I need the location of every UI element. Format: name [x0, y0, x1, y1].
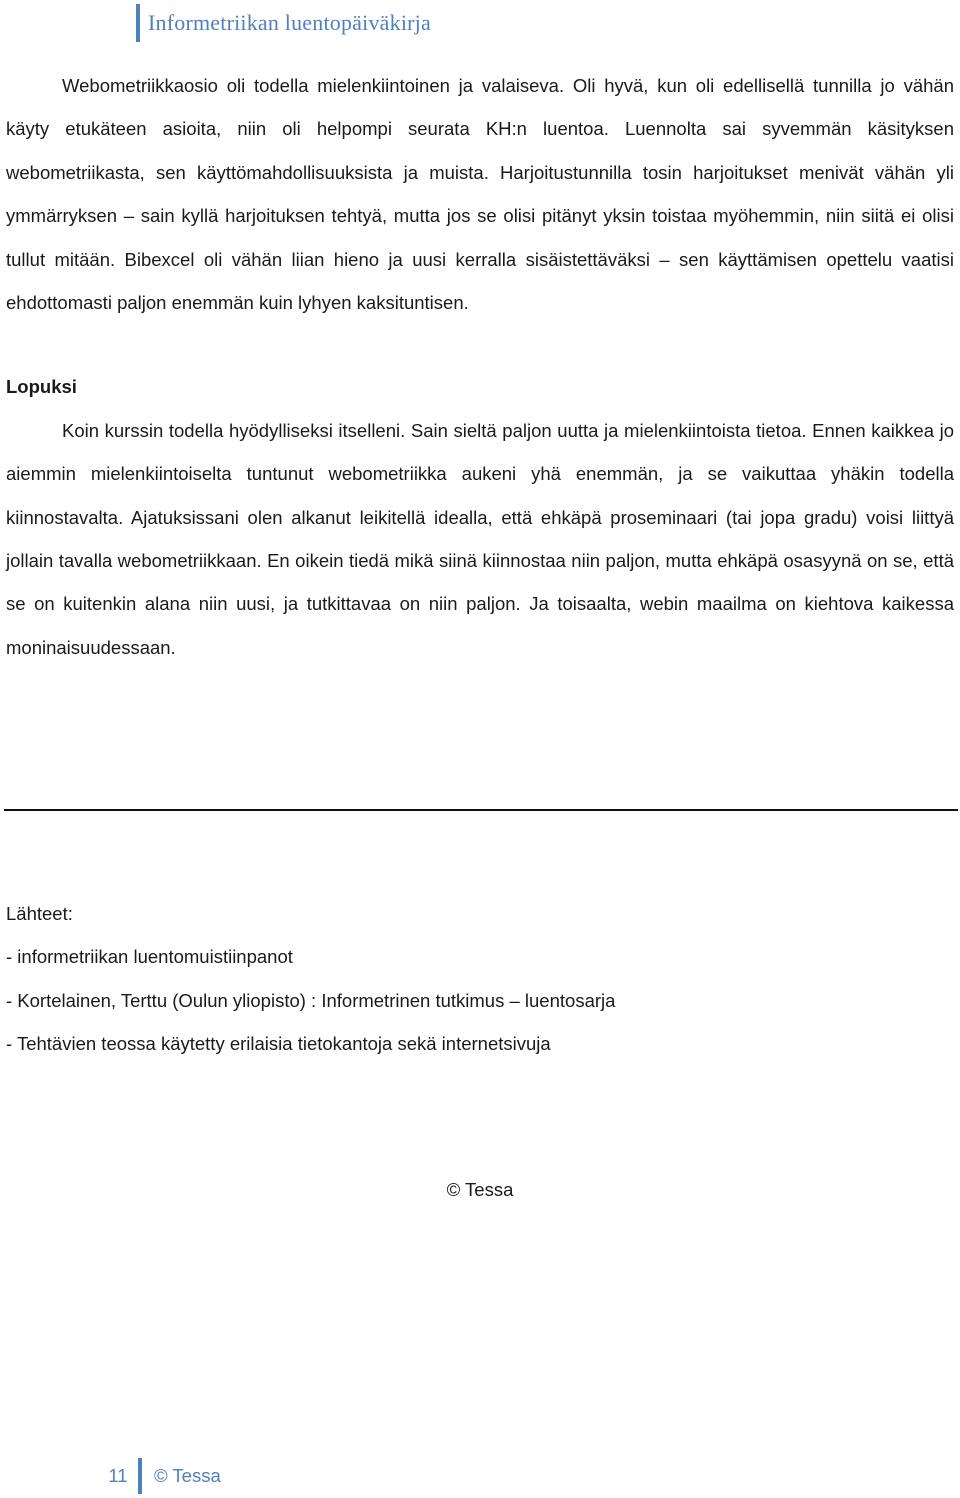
horizontal-divider [4, 809, 958, 811]
source-item: - Tehtävien teossa käytetty erilaisia tietokantoja sekä internetsivuja [6, 1033, 551, 1055]
paragraph-conclusion: Koin kurssin todella hyödylliseksi itselleni. Sain sieltä paljon uutta ja mielenkiintoista tietoa. Ennen kaikkea jo aiemmin mielenkiintoiselta tuntunut webometriikka aukeni yhä enemmän, ja se vaikuttaa yhäkin todella kiinnostavalta. Ajatuksissani olen alkanut leikitellä idealla, että ehkäpä proseminaari (tai jopa gradu) voisi liittyä jollain tavalla webometriikkaan. En oikein tiedä mikä siinä kiinnostaa niin paljon, mutta ehkäpä osasyynä on se, että se on kuitenkin alana niin uusi, ja tutkittavaa on niin paljon. Ja toisaalta, webin maailma on kiehtova kaikessa moninaisuudessaan. [6, 419, 954, 658]
main-content [6, 64, 954, 669]
page-footer [100, 1458, 221, 1494]
footer-author: © Tessa [154, 1465, 221, 1486]
footer-separator [138, 1458, 142, 1494]
paragraph-webometrics: Webometriikkaosio oli todella mielenkiintoinen ja valaiseva. Oli hyvä, kun oli edellisellä tunnilla jo vähän käyty etukäteen asioita, niin oli helpompi seurata KH:n luentoa. Luennolta sai syvemmän käsityksen webometriikasta, sen käyttömahdollisuuksista ja muista. Harjoitustunnilla tosin harjoitukset menivät vähän yli ymmärryksen – sain kyllä harjoituksen tehtyä, mutta jos se olisi pitänyt yksin toistaa myöhemmin, niin siitä ei olisi tullut mitään. Bibexcel oli vähän liian hieno ja uusi kerralla sisäistettäväksi – sen käyttämisen opettelu vaatisi ehdottomasti paljon enemmän kuin lyhyen kaksituntisen. [6, 75, 954, 314]
document-title: Informetriikan luentopäiväkirja [148, 10, 431, 35]
sources-label: Lähteet: [6, 903, 73, 924]
page-number: 11 [108, 1465, 128, 1486]
section-heading-lopuksi: Lopuksi [6, 376, 77, 398]
sources-section [6, 892, 946, 1066]
copyright-notice: © Tessa [446, 1179, 514, 1200]
page-header [136, 4, 431, 42]
source-item: - informetriikan luentomuistiinpanot [6, 946, 293, 968]
source-item: - Kortelainen, Terttu (Oulun yliopisto) : Informetrinen tutkimus – luentosarja [6, 989, 616, 1011]
